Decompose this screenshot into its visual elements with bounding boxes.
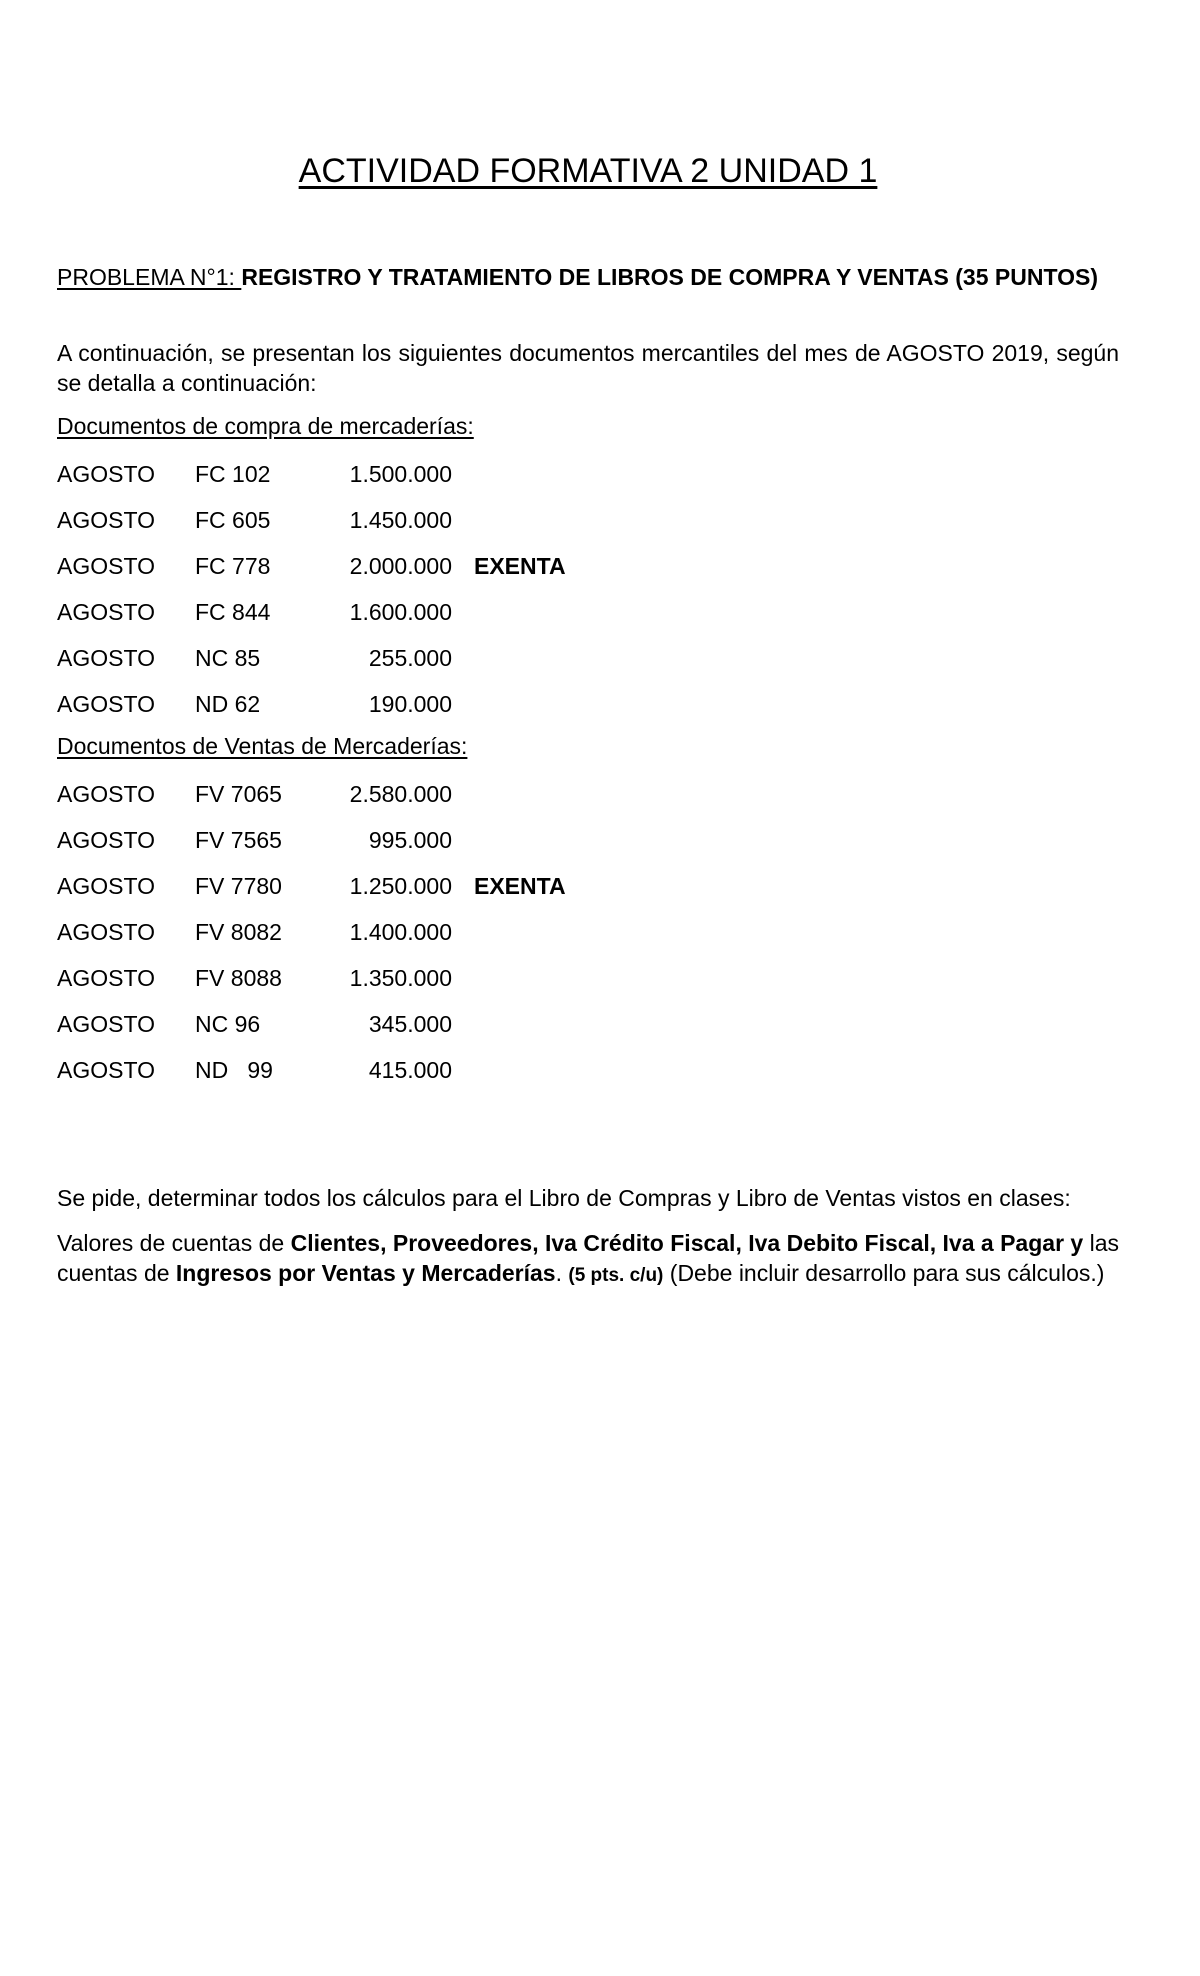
row-amount: 1.500.000 [349,461,452,487]
row-amount: 345.000 [368,1011,452,1037]
document-row [0,689,1200,719]
sales-heading: Documentos de Ventas de Mercaderías: [57,733,468,759]
row-amount: 2.580.000 [349,781,452,807]
row-amount: 415.000 [368,1057,452,1083]
task-paragraph [57,1228,1119,1291]
document-row [0,917,1200,947]
document-row [0,1055,1200,1085]
problem-title: REGISTRO Y TRATAMIENTO DE LIBROS DE COMPRA Y VENTAS (35 PUNTOS) [241,264,1098,290]
row-document: NC 85 [195,645,261,671]
row-month: AGOSTO [57,919,155,945]
row-amount: 1.350.000 [349,965,452,991]
row-month: AGOSTO [57,507,155,533]
document-row [0,643,1200,673]
row-month: AGOSTO [57,1011,155,1037]
row-month: AGOSTO [57,1057,155,1083]
row-month: AGOSTO [57,599,155,625]
row-month: AGOSTO [57,691,155,717]
row-document: FV 7065 [195,781,282,807]
task-text: . [555,1260,569,1286]
row-amount: 2.000.000 [349,553,452,579]
task-line: Se pide, determinar todos los cálculos para el Libro de Compras y Libro de Ventas vistos en clases: [57,1185,1071,1211]
row-month: AGOSTO [57,781,155,807]
row-document: FV 8088 [195,965,282,991]
row-month: AGOSTO [57,873,155,899]
row-month: AGOSTO [57,461,155,487]
row-month: AGOSTO [57,965,155,991]
row-document: FV 7780 [195,873,282,899]
row-document: FC 778 [195,553,271,579]
problem-label: PROBLEMA N°1: [57,264,242,290]
row-document: ND 62 [195,691,261,717]
intro-paragraph: A continuación, se presentan los siguientes documentos mercantiles del mes de AGOSTO 2019, según se detalla a continuación: [57,340,1119,396]
row-document: FC 102 [195,461,271,487]
task-text: (Debe incluir desarrollo para sus cálculos.) [663,1260,1105,1286]
row-month: AGOSTO [57,645,155,671]
row-amount: 255.000 [368,645,452,671]
document-row [0,779,1200,809]
row-amount: 995.000 [368,827,452,853]
document-row [0,963,1200,993]
row-month: AGOSTO [57,827,155,853]
row-month: AGOSTO [57,553,155,579]
purchases-heading: Documentos de compra de mercaderías: [57,413,474,439]
task-points: (5 pts. c/u) [568,1265,664,1286]
row-amount: 1.400.000 [349,919,452,945]
row-document: FC 605 [195,507,271,533]
task-text: las cuentas de [57,1230,1120,1286]
row-tag: EXENTA [474,553,566,579]
row-document: ND 99 [195,1057,273,1083]
row-document: FC 844 [195,599,271,625]
document-row [0,505,1200,535]
document-row [0,871,1200,901]
row-amount: 190.000 [368,691,452,717]
document-row [0,459,1200,489]
document-row [0,825,1200,855]
task-text: Valores de cuentas de [57,1230,291,1256]
row-amount: 1.450.000 [349,507,452,533]
document-row [0,1009,1200,1039]
row-document: FV 7565 [195,827,282,853]
row-document: NC 96 [195,1011,261,1037]
task-accounts: Clientes, Proveedores, Iva Crédito Fiscal, Iva Debito Fiscal, Iva a Pagar y [290,1230,1084,1256]
page-title: ACTIVIDAD FORMATIVA 2 UNIDAD 1 [298,152,878,190]
row-amount: 1.250.000 [349,873,452,899]
task-accounts: Ingresos por Ventas y Mercaderías [175,1260,556,1286]
row-tag: EXENTA [474,873,566,899]
row-document: FV 8082 [195,919,282,945]
row-amount: 1.600.000 [349,599,452,625]
document-row [0,597,1200,627]
document-row [0,551,1200,581]
problem-heading [57,262,1119,292]
